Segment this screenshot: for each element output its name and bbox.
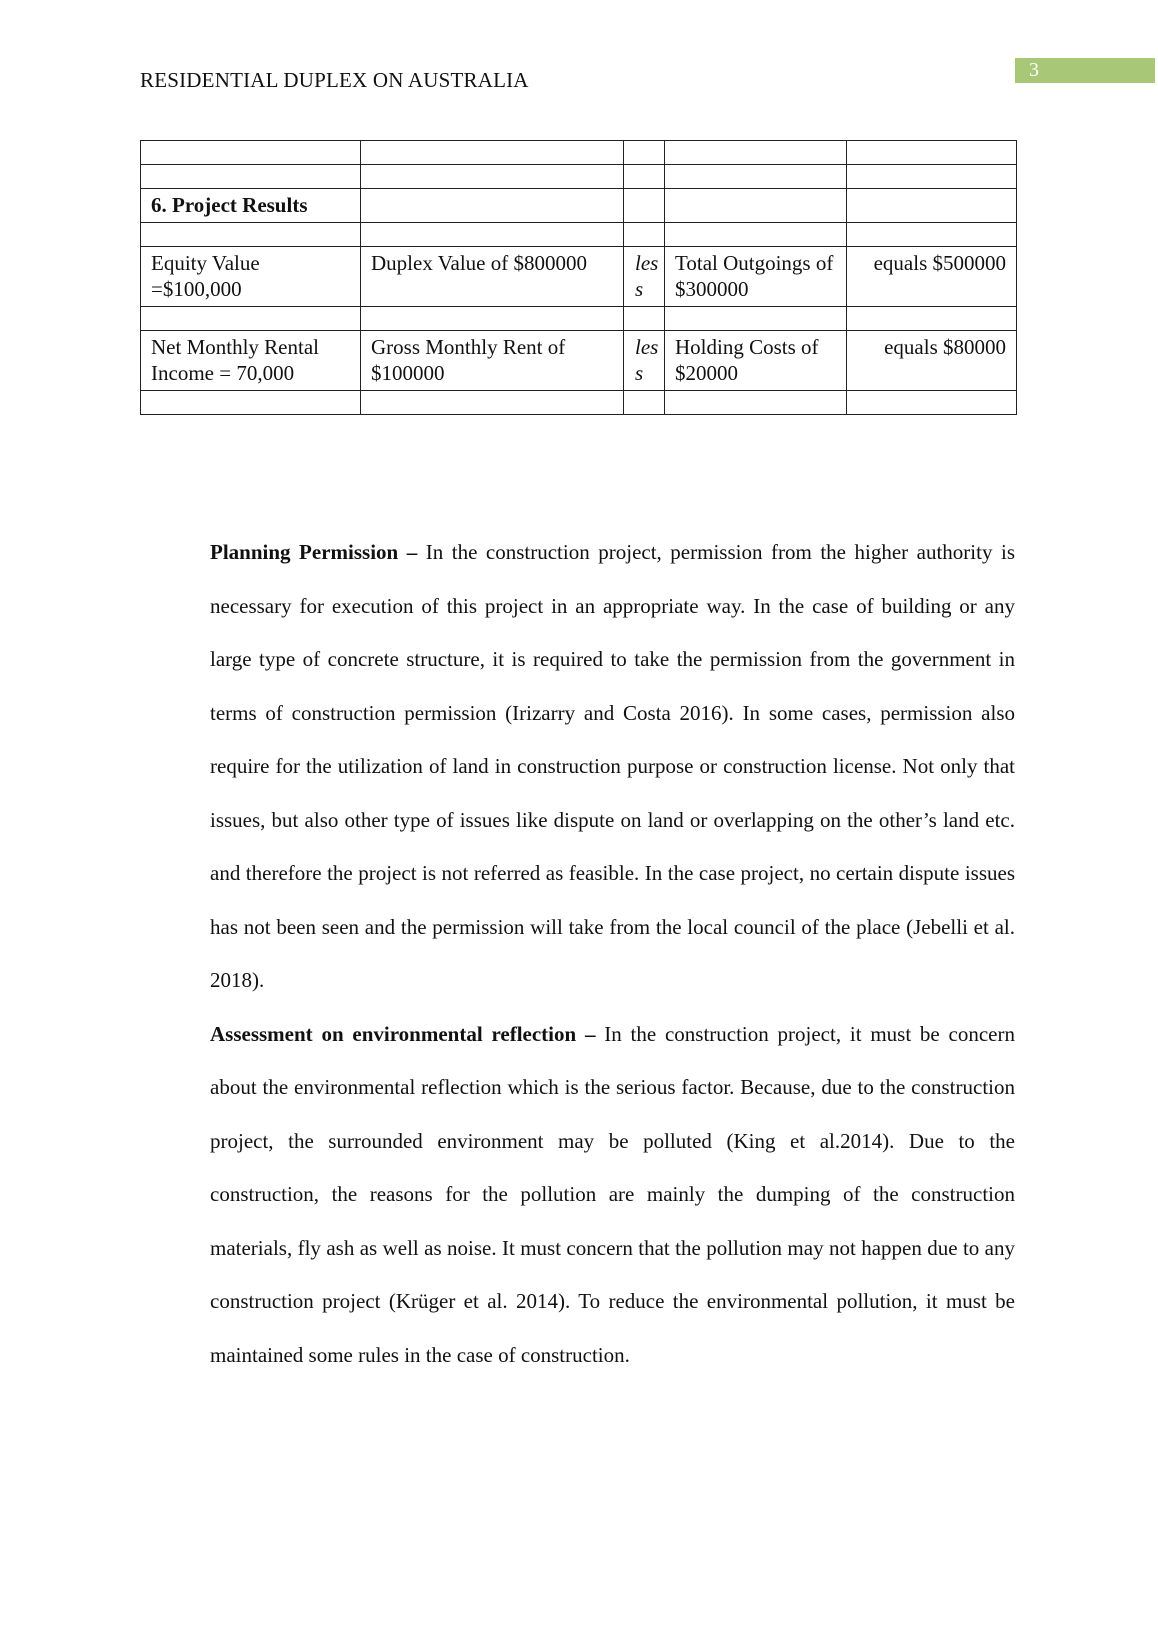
planning-permission-paragraph — [210, 526, 1015, 1008]
equity-result-cell: equals $500000 — [847, 247, 1017, 307]
operator-cell: less — [624, 247, 665, 307]
table-row — [141, 223, 1017, 247]
rental-label-cell: Net Monthly Rental Income = 70,000 — [141, 331, 361, 391]
paragraph-heading: Assessment on environmental reflection – — [210, 1021, 596, 1046]
table-row — [141, 247, 1017, 307]
equity-label-cell: Equity Value =$100,000 — [141, 247, 361, 307]
page-number: 3 — [1015, 58, 1155, 83]
operator-cell: less — [624, 331, 665, 391]
running-head: RESIDENTIAL DUPLEX ON AUSTRALIA — [140, 68, 529, 92]
gross-rent-cell: Gross Monthly Rent of $100000 — [361, 331, 624, 391]
paragraph-text: In the construction project, it must be concern about the environmental reflection which is the serious factor. Because, due to the construction project, the surrounded environment may be polluted (King et al.2014). Due to the construction, the reasons for the pollution are mainly the dumping of the construction materials, fly ash as well as noise. It must concern that the pollution may not happen due to any construction project (Krüger et al. 2014). To reduce the environmental pollution, it must be maintained some rules in the case of construction. — [210, 1021, 1015, 1367]
section-heading: 6. Project Results — [141, 189, 361, 223]
outgoings-cell: Total Outgoings of $300000 — [665, 247, 847, 307]
holding-costs-cell: Holding Costs of $20000 — [665, 331, 847, 391]
project-results-table — [140, 140, 1017, 415]
paragraph-text: In the construction project, permission from the higher authority is necessary for execution of this project in an appropriate way. In the case of building or any large type of concrete structure, it is required to take the permission from the government in terms of construction permission (Irizarry and Costa 2016). In some cases, permission also require for the utilization of land in construction purpose or construction license. Not only that issues, but also other type of issues like dispute on land or overlapping on the other’s land etc. and therefore the project is not referred as feasible. In the case project, no certain dispute issues has not been seen and the permission will take from the local council of the place (Jebelli et al. 2018). — [210, 540, 1015, 992]
environmental-assessment-paragraph — [210, 1008, 1015, 1383]
paragraph-heading: Planning Permission – — [210, 540, 418, 564]
table-row — [141, 141, 1017, 165]
table-row — [141, 189, 1017, 223]
table-row — [141, 165, 1017, 189]
body-text — [210, 526, 1015, 1382]
table-row — [141, 307, 1017, 331]
table-row — [141, 391, 1017, 415]
rental-result-cell: equals $80000 — [847, 331, 1017, 391]
duplex-value-cell: Duplex Value of $800000 — [361, 247, 624, 307]
table-row — [141, 331, 1017, 391]
